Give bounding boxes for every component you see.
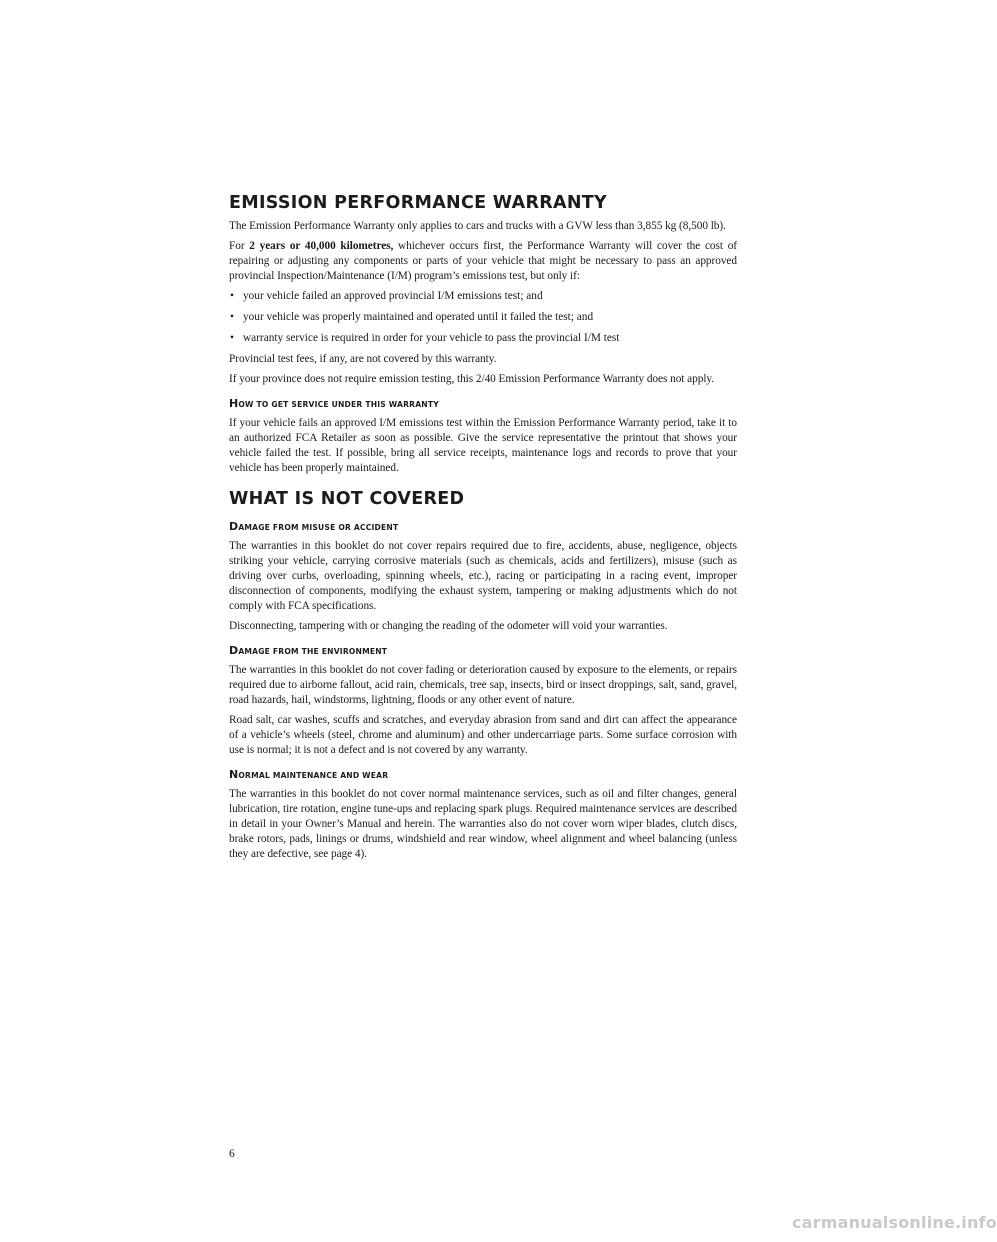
list-item-text: your vehicle failed an approved provincial I/M emissions test; and	[243, 290, 543, 302]
list-item-text: warranty service is required in order for your vehicle to pass the provincial I/M test	[243, 332, 620, 344]
how-to-get-service-text: If your vehicle fails an approved I/M emissions test within the Emission Performance Warranty period, take it to an authorized FCA Retailer as soon as possible. Give the service representative the printout that shows your vehicle failed the test. If possible, bring all service receipts, maintenance logs and records to prove that your vehicle has been properly maintained.	[229, 417, 737, 474]
coverage-term: 2 years or 40,000 kilometres,	[249, 240, 394, 252]
conditions-list	[229, 289, 737, 346]
bullet-icon: •	[230, 311, 234, 323]
misuse-accident-text: The warranties in this booklet do not cover repairs required due to fire, accidents, abuse, negligence, objects striking your vehicle, carrying corrosive materials (such as chemicals, acids and fertilizers), misuse (such as driving over curbs, overloading, spinning wheels, etc.), racing or participating in a racing event, improper disconnection of components, modifying the exhaust system, tampering or making adjustments which do not comply with FCA specifications.	[229, 540, 737, 612]
list-item	[229, 331, 737, 346]
not-covered-heading: WHAT IS NOT COVERED	[229, 489, 465, 509]
misuse-accident-heading	[229, 520, 737, 535]
emission-warranty-coverage	[229, 239, 737, 284]
page-number: 6	[229, 1148, 235, 1160]
watermark: carmanualsonline.info	[792, 1213, 997, 1232]
maintenance-wear-text: The warranties in this booklet do not cover normal maintenance services, such as oil and filter changes, general lubrication, tire rotation, engine tune-ups and replacing spark plugs. Required maintenance services are described in detail in your Owner’s Manual and herein. The warranties also do not cover worn wiper blades, clutch discs, brake rotors, pads, linings or drums, windshield and rear window, wheel alignment and wheel balancing (unless they are defective, see page 4).	[229, 788, 737, 860]
heading-initial: H	[229, 397, 239, 410]
heading-initial: N	[229, 768, 239, 781]
test-fees-note: Provincial test fees, if any, are not covered by this warranty.	[229, 353, 497, 365]
emission-warranty-heading: EMISSION PERFORMANCE WARRANTY	[229, 193, 607, 213]
heading-rest: AMAGE FROM MISUSE OR ACCIDENT	[238, 523, 399, 532]
coverage-text: whichever occurs first, the Performance Warranty will cover the cost of repairing or adjusting any components or parts of your vehicle that might be necessary to pass an approved provincial Inspection/Maintenance (I/M) program’s emissions test, but only if:	[229, 240, 738, 282]
list-item	[229, 289, 737, 304]
heading-rest: ORMAL MAINTENANCE AND WEAR	[238, 771, 389, 780]
list-item	[229, 310, 737, 325]
bullet-icon: •	[230, 290, 234, 302]
maintenance-wear-heading	[229, 768, 737, 783]
heading-rest: OW TO GET SERVICE UNDER THIS WARRANTY	[238, 400, 439, 409]
heading-initial: D	[229, 644, 239, 657]
road-salt-text: Road salt, car washes, scuffs and scratches, and everyday abrasion from sand and dirt can affect the appearance of a vehicle’s wheels (steel, chrome and aluminum) and other undercarriage parts. Some surface corrosion with use is normal; it is not a defect and is not covered by any warranty.	[229, 714, 737, 756]
heading-rest: AMAGE FROM THE ENVIRONMENT	[238, 647, 388, 656]
page-content	[229, 192, 737, 867]
environment-text: The warranties in this booklet do not cover fading or deterioration caused by exposure to the elements, or repairs required due to airborne fallout, acid rain, chemicals, tree sap, insects, bird or insect droppings, salt, sand, gravel, road hazards, hail, windstorms, lightning, floods or any other event of nature.	[229, 664, 737, 706]
list-item-text: your vehicle was properly maintained and operated until it failed the test; and	[243, 311, 594, 323]
odometer-note: Disconnecting, tampering with or changing the reading of the odometer will void your warranties.	[229, 620, 668, 632]
bullet-icon: •	[230, 332, 234, 344]
no-testing-note: If your province does not require emission testing, this 2/40 Emission Performance Warranty does not apply.	[229, 373, 715, 385]
heading-initial: D	[229, 520, 239, 533]
how-to-get-service-heading	[229, 397, 737, 412]
environment-heading	[229, 644, 737, 659]
emission-warranty-intro: The Emission Performance Warranty only applies to cars and trucks with a GVW less than 3,855 kg (8,500 lb).	[229, 220, 726, 232]
coverage-prefix: For	[229, 240, 250, 252]
